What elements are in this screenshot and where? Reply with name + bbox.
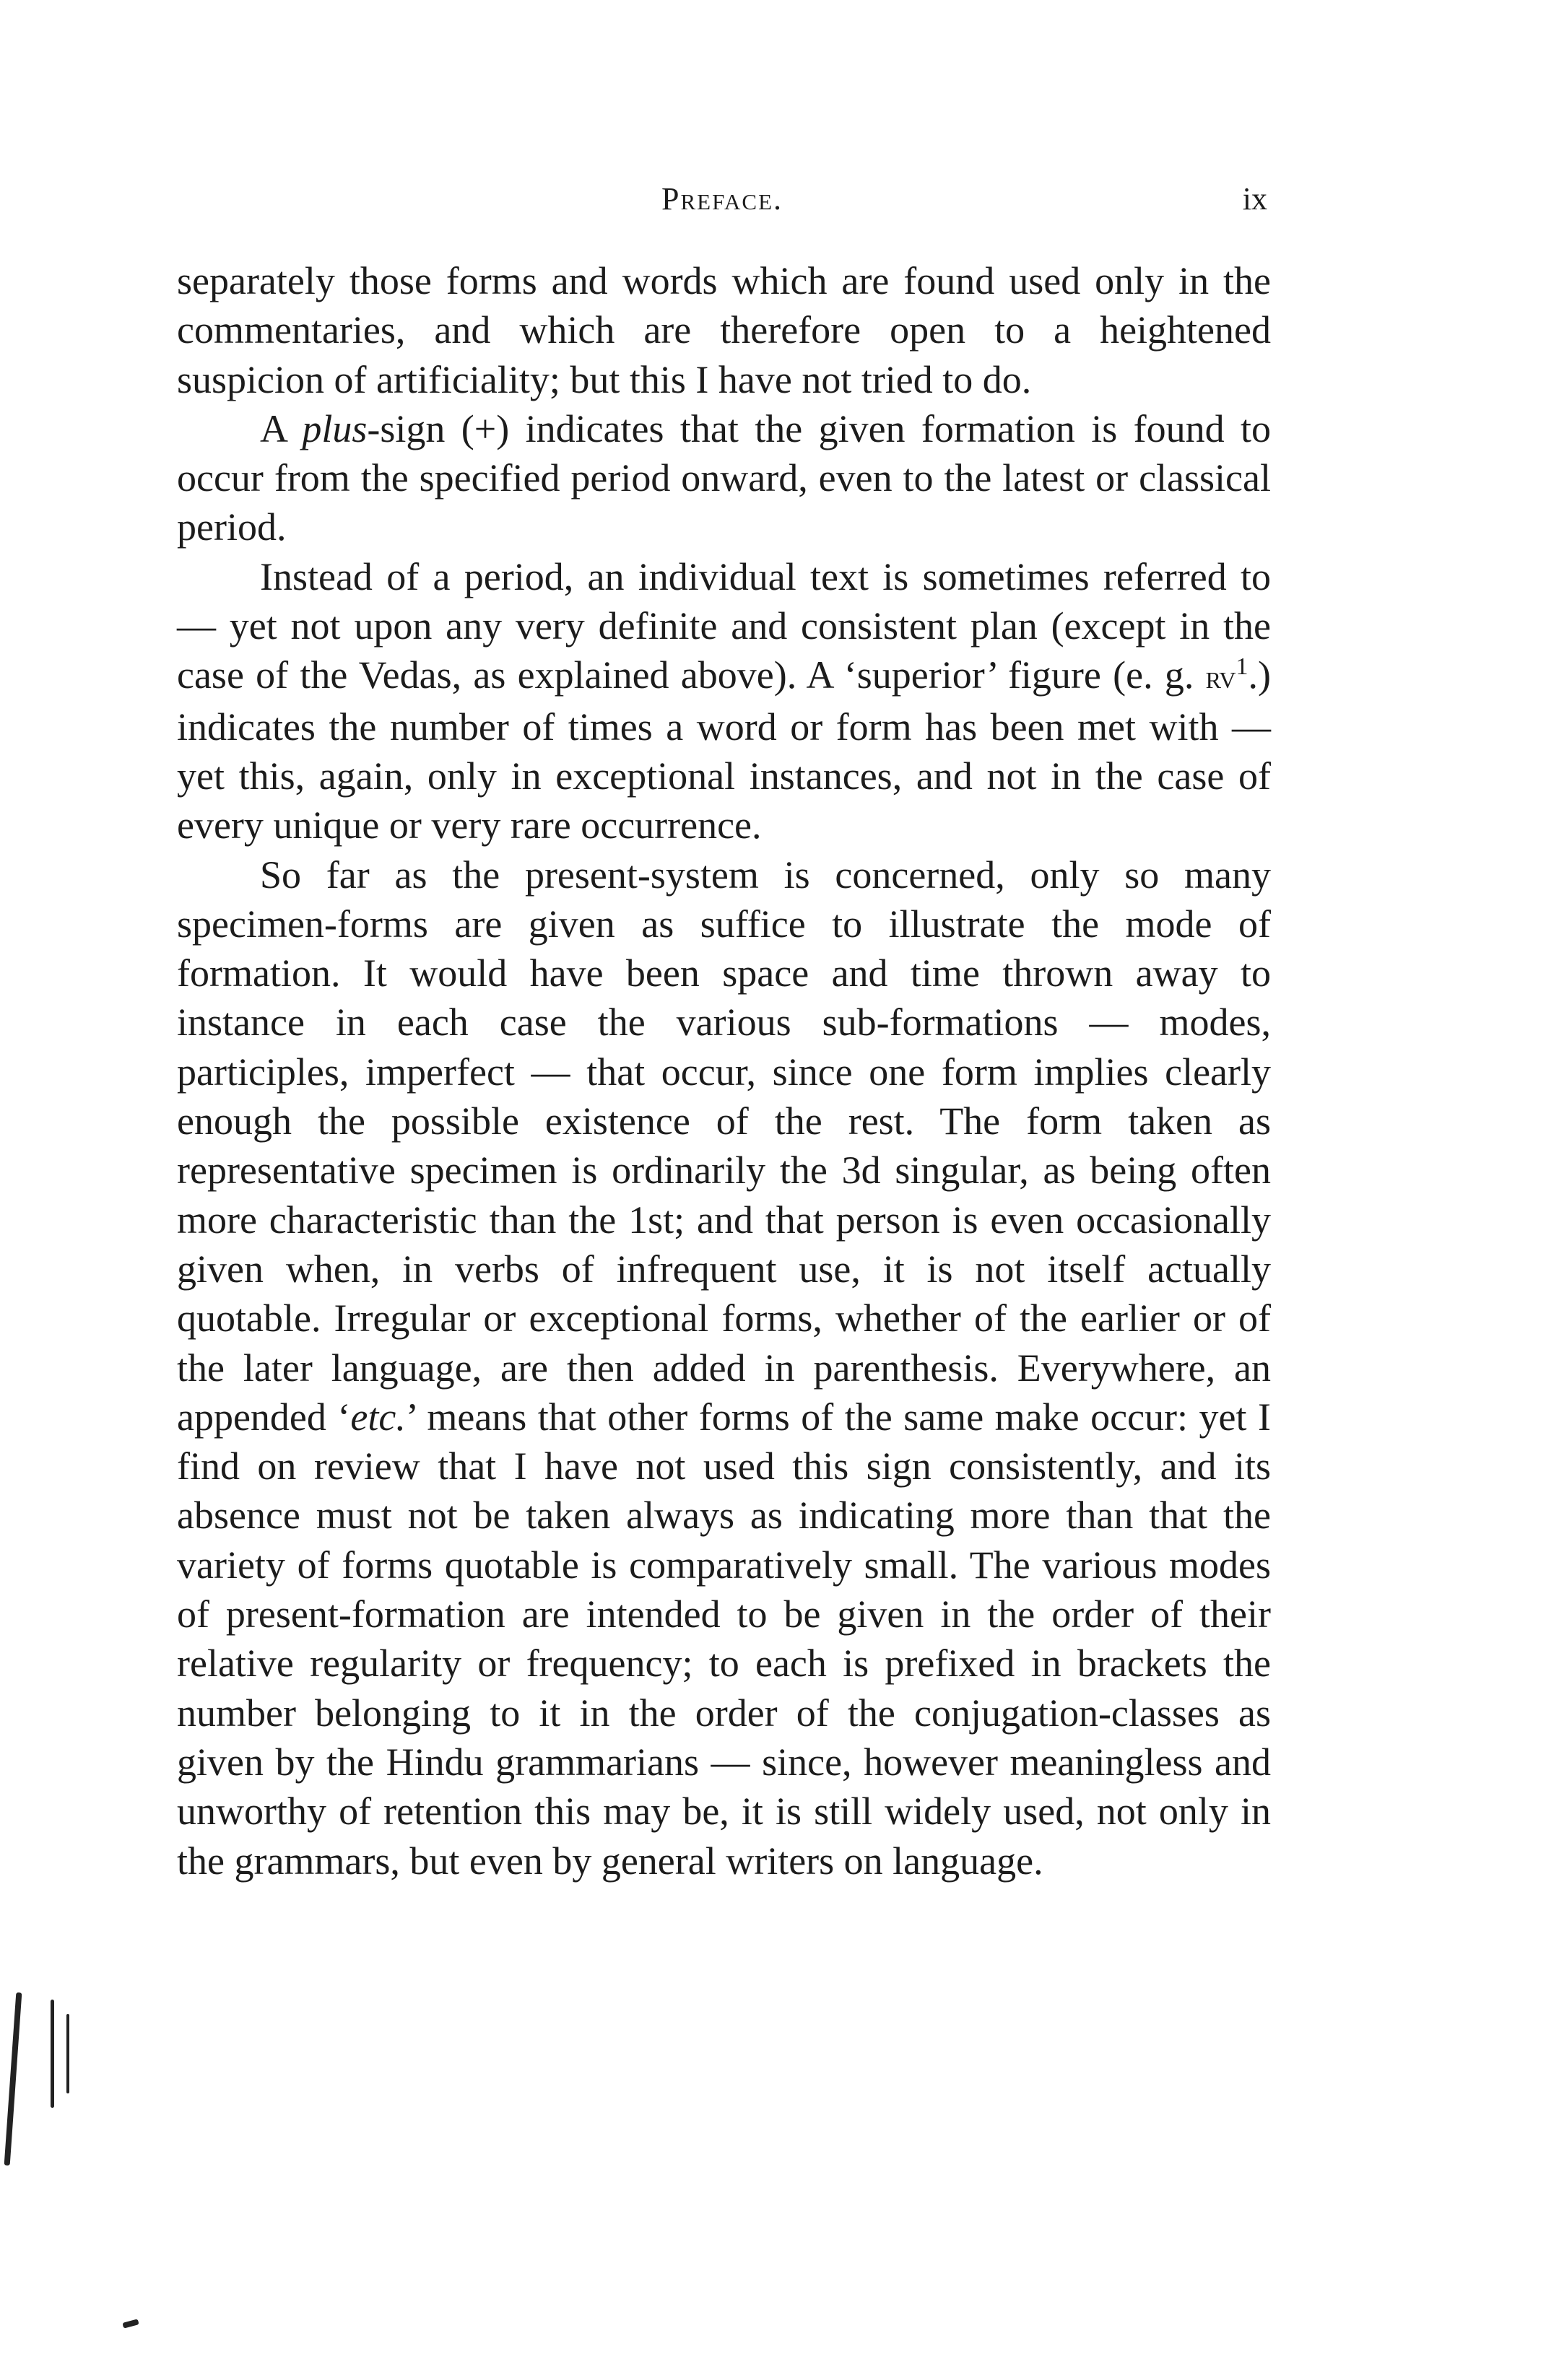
margin-mark: [51, 2000, 54, 2108]
text-segment: ’ means that other forms of the same make occur: yet I find on review that I have not used this sign consistently, and its absence must not be taken always as indicating more than that the variety of forms quotable is comparatively small. The various modes of present-formation are intended to be given in the order of their relative regularity or frequency; to each is prefixed in brackets the number belonging to it in the order of the conjugation-classes as given by the Hindu grammarians — since, however meaningless and unworthy of retention this may be, it is still widely used, not only in the grammars, but even by general writers on language.: [177, 1395, 1272, 1883]
page-header: [177, 180, 1267, 224]
italic-term: etc.: [350, 1395, 406, 1439]
margin-mark: [4, 1992, 22, 2166]
paragraph-individual-text: [177, 552, 1271, 850]
page-number: ix: [1242, 181, 1267, 217]
paragraph-continuation: separately those forms and words which are found used only in the commentaries, and which are therefore open to a heightened suspicion of artificiality; but this I have not tried to do.: [177, 259, 1271, 401]
paragraph-present-system: [177, 850, 1271, 1886]
text-segment: So far as the present-system is concerned, only so many specimen-forms are given as suffice to illustrate the mode of formation. It would have been space and time thrown away to instance in each case the various sub-formations — modes, participles, imperfect — that occur, since one form implies clearly enough the possible existence of the rest. The form taken as representative specimen is ordinarily the 3d singular, as being often more characteristic than the 1st; and that person is even occasionally given when, in verbs of infrequent use, it is not itself actually quotable. Irregular or exceptional forms, whether of the earlier or of the later language, are then added in parenthesis. Everywhere, an appended ‘: [177, 853, 1271, 1439]
margin-mark: [66, 2014, 69, 2093]
superior-figure: 1: [1236, 653, 1248, 681]
paragraph-plus-sign: [177, 404, 1271, 552]
italic-term: plus: [302, 406, 368, 450]
text-segment: .) indicates the number of times a word or form has been met with — yet this, again, only in exceptional instances, and not in the case of every unique or very rare occurrence.: [177, 653, 1271, 847]
body-text: [177, 256, 1271, 1886]
margin-mark: [122, 2319, 139, 2328]
running-title: Preface.: [661, 181, 783, 217]
text-segment: Instead of a period, an individual text is sometimes referred to — yet not upon any very definite and consistent plan (except in the case of the Vedas, as explained above). A ‘superior’ figure (e. g.: [177, 554, 1271, 697]
text-segment: -sign (+) indicates that the given formation is found to occur from the specified period onward, even to the latest or classical period.: [177, 406, 1271, 549]
text-segment: A: [260, 406, 303, 450]
abbreviation-rv: rv: [1205, 658, 1236, 696]
